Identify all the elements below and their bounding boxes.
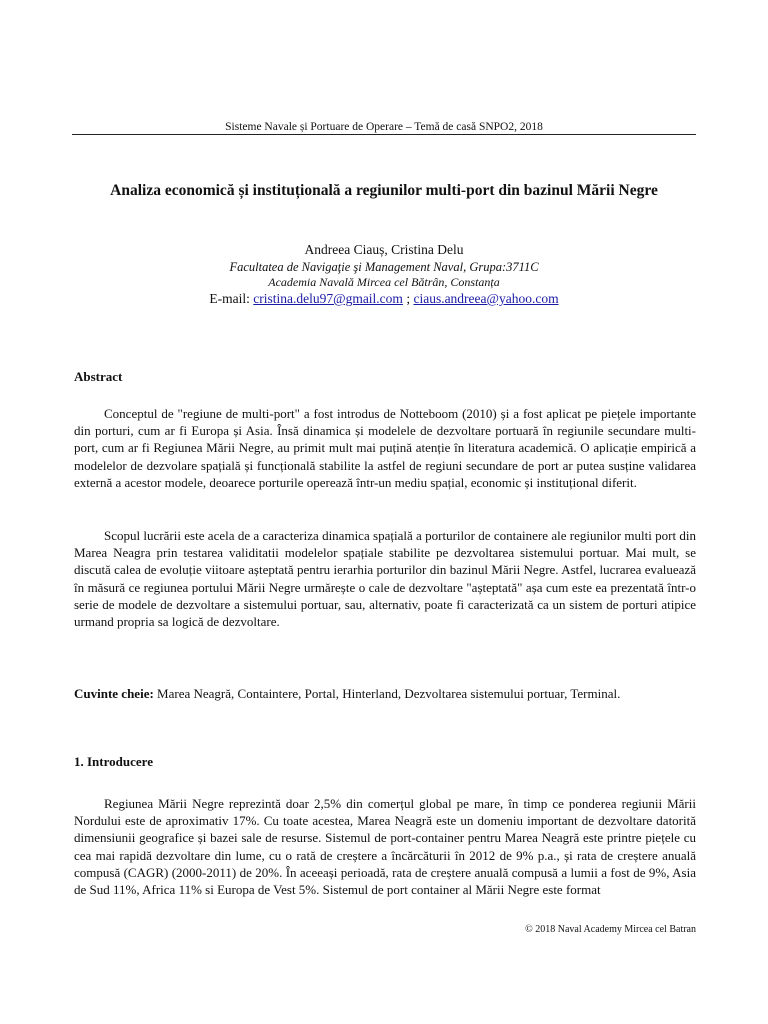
- keywords-label: Cuvinte cheie:: [74, 686, 154, 701]
- email-line: [72, 291, 696, 307]
- header-rule: [72, 134, 696, 135]
- authors: Andreea Ciauș, Cristina Delu: [304, 242, 464, 257]
- running-header: Sisteme Navale și Portuare de Operare – Temă de casă SNPO2, 2018: [225, 121, 543, 133]
- introduction-paragraph-1: Regiunea Mării Negre reprezintă doar 2,5% din comerțul global pe mare, în timp ce ponderea regiunii Mării Nordului este de aproximativ 17%. Cu toate acestea, Marea Neagră este un domeniu important de dezvoltare datorită dimensiunii geografice și bazei sale de resurse. Sistemul de port-container pentru Marea Neagră este printre piețele cu cea mai rapidă dezvoltare din lume, cu o rată de creștere a încărcăturii în 2012 de 9% p.a., și rata de creștere anuală compusă (CAGR) (2000-2011) de 20%. În aceeași perioadă, rata de creștere anuală compusă a lumii a fost de 9%, Asia de Sud 11%, Africa 11% si Europa de Vest 5%. Sistemul de port container al Mării Negre este format: [74, 796, 696, 898]
- page-footer: © 2018 Naval Academy Mircea cel Batran: [525, 924, 696, 935]
- abstract-heading: Abstract: [74, 369, 123, 384]
- paper-title: Analiza economică și instituțională a regiunilor multi-port din bazinul Mării Negre: [110, 182, 658, 199]
- email-link-2[interactable]: ciaus.andreea@yahoo.com: [413, 291, 559, 306]
- keywords: [74, 685, 696, 702]
- email-link-1[interactable]: cristina.delu97@gmail.com: [253, 291, 403, 306]
- keywords-text: Marea Neagră, Containtere, Portal, Hinterland, Dezvoltarea sistemului portuar, Terminal.: [157, 686, 621, 701]
- affiliation-academy: Academia Navală Mircea cel Bătrân, Constanța: [268, 275, 500, 289]
- email-separator: ;: [406, 291, 411, 306]
- abstract-paragraph-2: Scopul lucrării este acela de a caracteriza dinamica spațială a porturilor de containere ale regiunilor multi port din Marea Neagra prin testarea validitatii modelelor spațiale stabilite pe dezvoltarea sistemului portuar. Mai mult, se discută calea de evoluție viitoare așteptată pentru ierarhia porturilor din bazinul Mării Negre. Astfel, lucrarea evaluează în măsură ce regiunea portului Mării Negre urmărește o cale de dezvoltare "așteptată" așa cum este ea prezentată într-o serie de modele de dezvoltare a sistemului portuar, sau, alternativ, poate fi caracterizată ca un sistem de porturi atipice urmand propria sa logică de dezvoltare.: [74, 528, 696, 630]
- email-label: E-mail:: [209, 291, 250, 306]
- abstract-paragraph-1: Conceptul de "regiune de multi-port" a fost introdus de Notteboom (2010) și a fost aplicat pe piețele importante din porturi, cum ar fi Europa și Asia. Însă dinamica și modelele de dezvoltare portuară în regiunile secundare multi-port, cum ar fi Regiunea Mării Negre, au primit mult mai puțină atenție în literatura academică. O aplicație empirică a modelelor de dezvolare spațială și funcțională stabilite la astfel de regiuni secundare de port ar putea susține validarea externă a acestor modele, deoarece porturile operează într-un mediu spațial, economic și instituțional diferit.: [74, 406, 696, 490]
- affiliation-faculty: Facultatea de Navigaţie şi Management Naval, Grupa:3711C: [229, 260, 539, 274]
- introduction-heading: 1. Introducere: [74, 754, 153, 769]
